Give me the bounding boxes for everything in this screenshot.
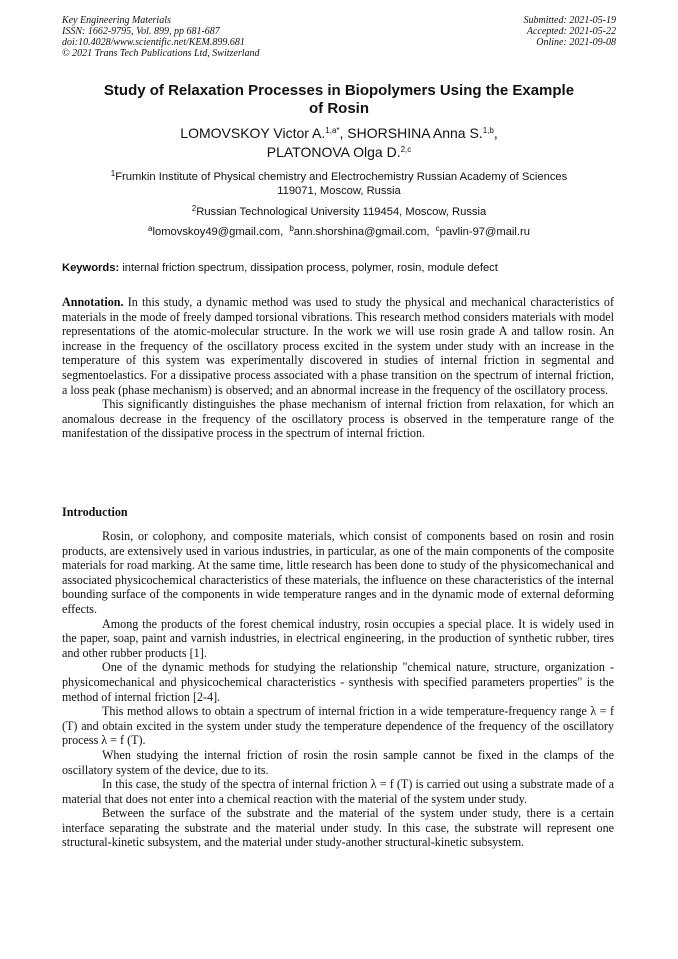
journal-issn: ISSN: 1662-9795, Vol. 899, pp 681-687	[62, 26, 220, 37]
paper-title	[62, 82, 616, 118]
intro-paragraph-5: When studying the internal friction of rosin the rosin sample cannot be fixed in the clamps of the oscillatory system of the device, due to its.	[62, 747, 614, 777]
author-emails	[62, 225, 616, 239]
annotation-label: Annotation.	[62, 295, 124, 309]
email-a-mark: a	[148, 224, 153, 233]
author-1: LOMOVSKOY Victor A.	[180, 125, 326, 141]
journal-copyright: © 2021 Trans Tech Publications Ltd, Switzerland	[62, 48, 260, 59]
journal-doi: doi:10.4028/www.scientific.net/KEM.899.681	[62, 37, 245, 48]
intro-paragraph-3: One of the dynamic methods for studying the relationship "chemical nature, structure, organization - physicomechanical and physicochemical characteristics - synthesis with specified parameters properties" is the method of internal friction [2-4].	[62, 660, 614, 704]
email-b-mark: b	[289, 224, 294, 233]
email-a[interactable]: lomovskoy49@gmail.com,	[152, 226, 284, 238]
authors-line-1	[62, 124, 616, 143]
affiliation-1-text: Frumkin Institute of Physical chemistry and Electrochemistry Russian Academy of Sciences	[115, 171, 568, 183]
author-separator: ,	[493, 125, 498, 141]
keywords	[62, 261, 616, 275]
author-3: PLATONOVA Olga D.	[266, 144, 401, 160]
introduction-body	[62, 529, 614, 850]
affiliation-2	[62, 205, 616, 219]
intro-paragraph-2: Among the products of the forest chemical industry, rosin occupies a special place. It is widely used in the paper, soap, paint and varnish industries, in electrical engineering, in the production of synthetic rubber, tires and other rubber products [1].	[62, 616, 614, 660]
intro-paragraph-7: Between the surface of the substrate and the material of the system under study, there is a certain interface separating the substrate and the material under study. In this case, the substrate will represent one structural-kinetic subsystem, and the material under study-another structural-kinetic subsystem.	[62, 806, 614, 850]
online-date: Online: 2021-09-08	[536, 37, 616, 48]
submission-dates	[524, 15, 617, 48]
journal-name: Key Engineering Materials	[62, 15, 171, 26]
affiliation-1	[62, 170, 616, 198]
author-list	[62, 124, 616, 162]
intro-paragraph-1: Rosin, or colophony, and composite materials, which consist of components based on rosin and rosin products, are extensively used in various industries, in particular, as one of the main components of the composite materials for road marking. At the same time, little research has been done to study of the physicomechanical and associated physicochemical characteristics of these materials, the influence on these characteristics of the internal bounding surface of the components in wide temperature ranges and in the dynamic mode of external deforming effects.	[62, 529, 614, 616]
journal-info	[62, 15, 260, 59]
submitted-date: Submitted: 2021-05-19	[523, 15, 616, 26]
title-line-2: of Rosin	[309, 100, 369, 117]
email-c-mark: c	[435, 224, 440, 233]
annotation-text-1: In this study, a dynamic method was used to study the physical and mechanical characteristics of materials in the mode of freely damped torsional vibrations. This research method considers materials with model representations of the atomic-molecular structure. In the work we will use rosin grade A and tallow rosin. An increase in the frequency of the oscillatory process excited in the system under study with an increase in the temperature of this system was experimentally discovered in studies of internal friction in segmental and segmentoelastics. For a dissipative process associated with a phase transition on the spectrum of internal friction, a loss peak (phase mechanism) is observed; and an abnormal increase in the frequency of the oscillatory process.	[62, 295, 614, 397]
keywords-text: internal friction spectrum, dissipation process, polymer, rosin, module defect	[122, 262, 498, 274]
email-b[interactable]: ann.shorshina@gmail.com,	[293, 226, 430, 238]
annotation-section	[62, 295, 614, 441]
annotation-paragraph-2: This significantly distinguishes the phase mechanism of internal friction from relaxation, for which an anomalous decrease in the frequency of the oscillatory process is observed in the temperature range of the manifestation of the dissipative process in the spectrum of internal friction.	[62, 397, 614, 441]
email-c[interactable]: pavlin-97@mail.ru	[439, 226, 530, 238]
affiliation-1-mark: 1	[110, 169, 116, 178]
intro-paragraph-6: In this case, the study of the spectra of internal friction λ = f (T) is carried out using a substrate made of a material that does not enter into a chemical reaction with the material of the system under study.	[62, 777, 614, 806]
author-1-marks: 1,a*	[325, 126, 340, 135]
affiliation-2-mark: 2	[191, 204, 197, 213]
annotation-paragraph-1	[62, 295, 614, 397]
keywords-label: Keywords:	[62, 262, 120, 274]
author-2-marks: 1,b	[482, 126, 494, 135]
author-2: , SHORSHINA Anna S.	[339, 125, 483, 141]
authors-line-2	[62, 143, 616, 162]
accepted-date: Accepted: 2021-05-22	[526, 26, 616, 37]
intro-paragraph-4: This method allows to obtain a spectrum of internal friction in a wide temperature-frequency range λ = f (T) and obtain excited in the system under study the temperature dependence of the frequency of the oscillatory process λ = f (T).	[62, 704, 614, 748]
affiliation-1-line-2: 119071, Moscow, Russia	[277, 185, 401, 197]
affiliation-2-text: Russian Technological University 119454, Moscow, Russia	[196, 206, 487, 218]
affiliation-1-line-1	[62, 170, 616, 184]
author-3-marks: 2,c	[400, 145, 412, 154]
title-line-1: Study of Relaxation Processes in Biopolymers Using the Example	[103, 82, 575, 99]
introduction-heading: Introduction	[62, 505, 128, 519]
